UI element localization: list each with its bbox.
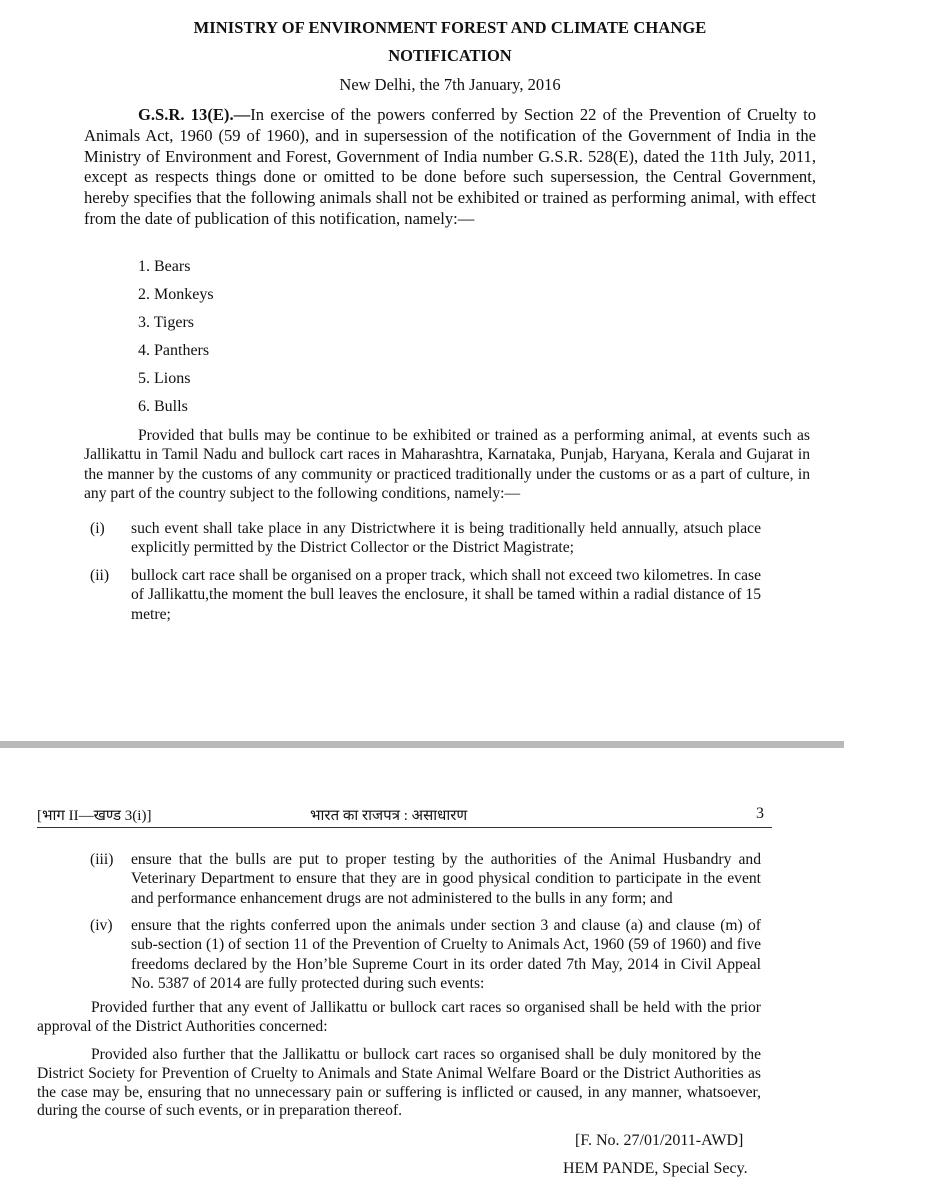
page-number: 3 <box>756 805 764 822</box>
animal-list <box>138 257 214 425</box>
list-item: 2. Monkeys <box>138 286 214 303</box>
list-item: 1. Bears <box>138 258 191 275</box>
gazette-title: भारत का राजपत्र : असाधारण <box>310 808 468 824</box>
condition-ii <box>90 566 761 626</box>
list-item: 6. Bulls <box>138 398 188 415</box>
notification-heading: NOTIFICATION <box>388 46 512 65</box>
intro-text: In exercise of the powers conferred by Section 22 of the Prevention of Cruelty to Animals Act, 1960 (59 of 1960), and in supersession of the notification of the Government of India in the Ministry of Environment and Forest, Government of India number G.S.R. 528(E), dated the 11th July, 2011, except as respects things done or omitted to be done before such supersession, the Central Government, hereby specifies that the following animals shall not be exhibited or trained as performing animal, with effect from the date of publication of this notification, namely:— <box>84 105 817 228</box>
condition-i <box>90 519 761 559</box>
condition-iii <box>90 850 761 910</box>
condition-number: (iii) <box>90 851 114 868</box>
condition-iv <box>90 916 761 992</box>
proviso-paragraph: Provided that bulls may be continue to be exhibited or trained as a performing animal, at events such as Jallikattu in Tamil Nadu and bullock cart races in Maharashtra, Karnataka, Punjab, Haryana, Kerala and Gujarat in the manner by the customs of any community or practiced traditionally under the customs or as a part of culture, in any part of the country subject to the following conditions, namely:— <box>84 427 810 502</box>
condition-number: (ii) <box>90 567 110 584</box>
proviso-also-paragraph: Provided also further that the Jallikattu or bullock cart races so organised shall be duly monitored by the District Society for Prevention of Cruelty to Animals and State Animal Welfare Board or the District Authorities as the case may be, ensuring that no unnecessary pain or suffering is inflicted or caused, in any manner, whatsoever, during the course of such events, or in preparation thereof. <box>37 1046 761 1120</box>
gsr-number: G.S.R. 13(E).— <box>138 105 251 124</box>
condition-text: such event shall take place in any Districtwhere it is being traditionally held annually, atsuch place explicitly permitted by the District Collector or the District Magistrate; <box>131 520 761 557</box>
list-item: 3. Tigers <box>138 314 195 331</box>
condition-text: ensure that the bulls are put to proper testing by the authorities of the Animal Husbandry and Veterinary Department to ensure that they are in good physical condition to participate in the event and performance enhancement drugs are not administered to the bulls in any form; and <box>131 851 761 907</box>
gazette-part-label: [भाग II—खण्ड 3(i)] <box>37 808 152 824</box>
condition-text: bullock cart race shall be organised on a proper track, which shall not exceed two kilometres. In case of Jallikattu,the moment the bull leaves the enclosure, it shall be tamed within a radial distance of 15 metre; <box>131 567 761 623</box>
list-item: 5. Lions <box>138 370 191 387</box>
condition-number: (i) <box>90 520 105 537</box>
page-divider <box>0 741 844 748</box>
list-item: 4. Panthers <box>138 342 210 359</box>
intro-paragraph <box>84 105 816 230</box>
condition-text: ensure that the rights conferred upon the animals under section 3 and clause (a) and clause (m) of sub-section (1) of section 11 of the Prevention of Cruelty to Animals Act, 1960 (59 of 1960) and five freedoms declared by the Hon’ble Supreme Court in its order dated 7th May, 2014 in Civil Appeal No. 5387 of 2014 are fully protected during such events: <box>131 917 761 992</box>
proviso-further-paragraph: Provided further that any event of Jallikattu or bullock cart races so organised shall be held with the prior approval of the District Authorities concerned: <box>37 999 761 1035</box>
header-rule <box>37 827 772 828</box>
ministry-heading: MINISTRY OF ENVIRONMENT FOREST AND CLIMATE CHANGE <box>193 18 707 37</box>
signatory: HEM PANDE, Special Secy. <box>563 1160 748 1177</box>
condition-number: (iv) <box>90 917 113 934</box>
dateline: New Delhi, the 7th January, 2016 <box>339 75 561 94</box>
file-number: [F. No. 27/01/2011-AWD] <box>575 1132 744 1149</box>
